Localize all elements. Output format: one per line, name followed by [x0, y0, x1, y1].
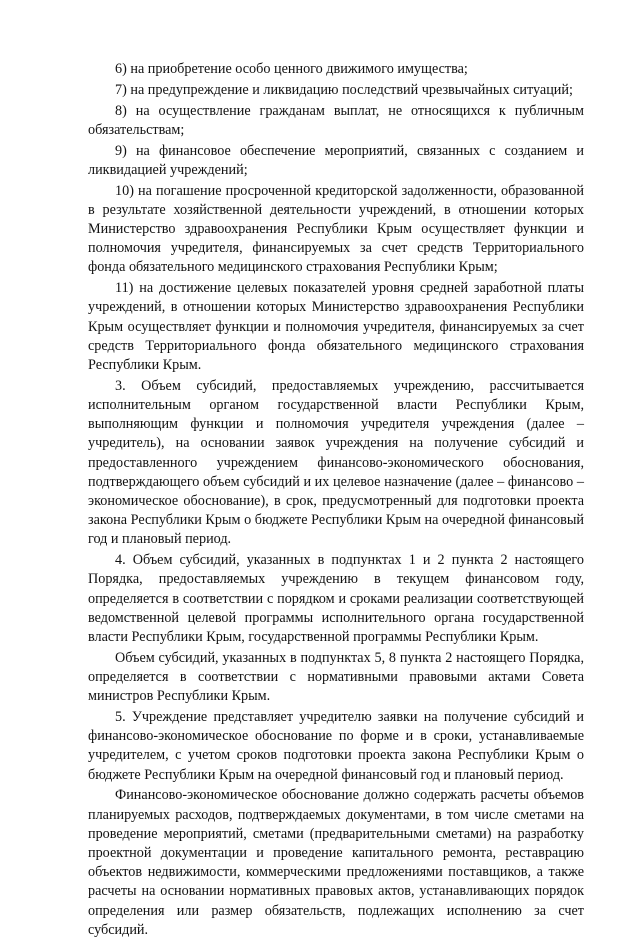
paragraph-clause-5-justification: Финансово-экономическое обоснование должно содержать расчеты объемов планируемых расходов, подтверждаемых документами, в том числе сметами на проведение мероприятий, сметами (предварительными сметами) на разработку проектной документации и проведение капитального ремонта, реставрацию объектов недвижимости, коммерческими предложениями поставщиков, а также расчеты на основании нормативных правовых актов, устанавливающих порядок определения или размер обязательств, подлежащих исполнению за счет субсидий.	[88, 787, 584, 938]
paragraph-clause-4-continued: Объем субсидий, указанных в подпунктах 5, 8 пункта 2 настоящего Порядка, определяется в соответствии с нормативными правовыми актами Совета министров Республики Крым.	[88, 649, 584, 705]
paragraph-item-10: 10) на погашение просроченной кредиторской задолженности, образованной в результате хозяйственной деятельности учреждений, в отношении которых Министерство здравоохранения Республики Крым осуществляет функции и полномочия учредителя, финансируемых за счет средств Территориального фонда обязательного медицинского страхования Республики Крым;	[88, 182, 584, 276]
paragraph-clause-3: 3. Объем субсидий, предоставляемых учреждению, рассчитывается исполнительным органом государственной власти Республики Крым, выполняющим функции и полномочия учредителя учреждения (далее – учредитель), на основании заявок учреждения на получение субсидий и предоставленного учреждением финансово-экономического обоснования, подтверждающего объем субсидий и их целевое назначение (далее – финансово – экономическое обоснование), в срок, предусмотренный для подготовки проекта закона Республики Крым о бюджете Республики Крым на очередной финансовый год и плановый период.	[88, 377, 584, 548]
paragraph-item-11: 11) на достижение целевых показателей уровня средней заработной платы учреждений, в отношении которых Министерство здравоохранения Республики Крым осуществляет функции и полномочия учредителя, финансируемых за счет средств Территориального фонда обязательного медицинского страхования Республики Крым.	[88, 280, 584, 374]
paragraph-item-7: 7) на предупреждение и ликвидацию последствий чрезвычайных ситуаций;	[115, 81, 573, 98]
paragraph-item-9: 9) на финансовое обеспечение мероприятий, связанных с созданием и ликвидацией учреждений;	[88, 142, 584, 178]
paragraph-clause-5: 5. Учреждение представляет учредителю заявки на получение субсидий и финансово-экономическое обоснование по форме и в сроки, устанавливаемые учредителем, с учетом сроков подготовки проекта закона Республики Крым о бюджете Республики Крым на очередной финансовый год и плановый период.	[88, 709, 584, 783]
paragraph-clause-4: 4. Объем субсидий, указанных в подпунктах 1 и 2 пункта 2 настоящего Порядка, предоставляемых учреждению в текущем финансовом году, определяется в соответствии с порядком и сроками реализации соответствующей ведомственной целевой программы исполнительного органа государственной власти Республики Крым, государственной программы Республики Крым.	[88, 552, 584, 646]
paragraph-item-8: 8) на осуществление гражданам выплат, не относящихся к публичным обязательствам;	[88, 102, 584, 138]
paragraph-item-6: 6) на приобретение особо ценного движимого имущества;	[115, 61, 468, 77]
